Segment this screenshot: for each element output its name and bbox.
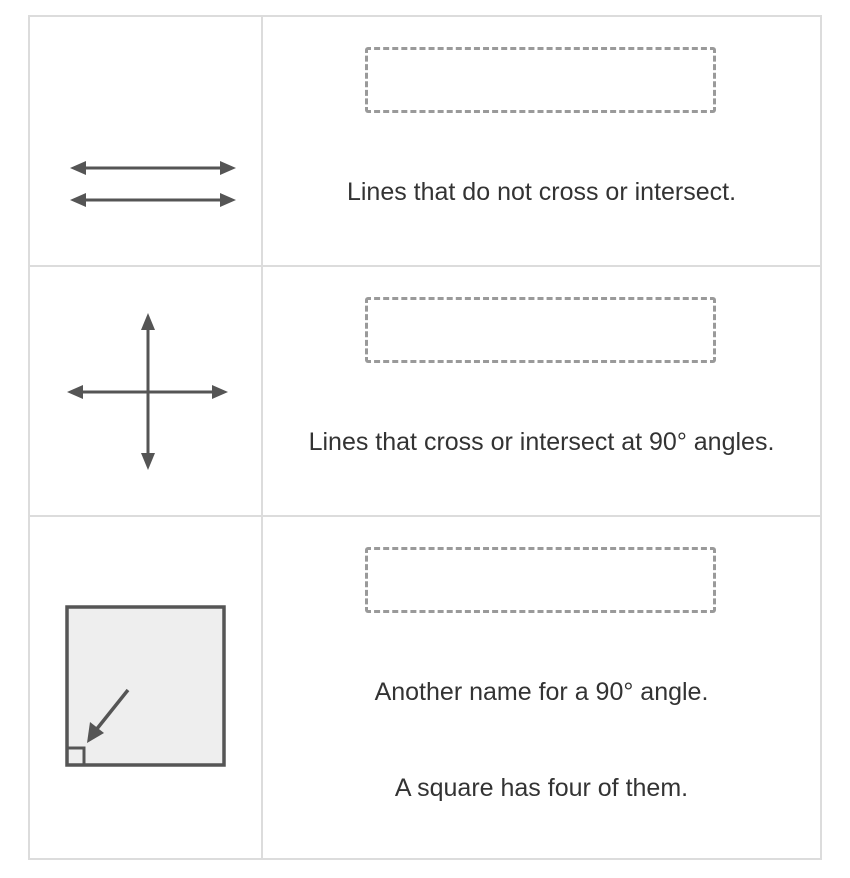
table-row bbox=[30, 17, 820, 267]
table-row bbox=[30, 517, 820, 858]
answer-cell bbox=[263, 17, 820, 265]
description-text: Another name for a 90° angle. bbox=[374, 678, 709, 706]
matching-table bbox=[28, 15, 822, 860]
description-text: Lines that cross or intersect at 90° angles. bbox=[308, 428, 775, 456]
drop-zone[interactable] bbox=[365, 47, 716, 113]
image-cell bbox=[30, 267, 263, 515]
image-cell bbox=[30, 517, 263, 858]
drop-zone[interactable] bbox=[365, 297, 716, 363]
drop-zone[interactable] bbox=[365, 547, 716, 613]
perpendicular-lines-icon bbox=[30, 267, 263, 515]
image-cell bbox=[30, 17, 263, 265]
answer-cell bbox=[263, 267, 820, 515]
parallel-lines-icon bbox=[30, 17, 263, 265]
table-row bbox=[30, 267, 820, 517]
square-right-angle-icon bbox=[30, 517, 263, 858]
description-text: A square has four of them. bbox=[394, 774, 689, 802]
answer-cell bbox=[263, 517, 820, 858]
description-text: Lines that do not cross or intersect. bbox=[346, 178, 737, 206]
